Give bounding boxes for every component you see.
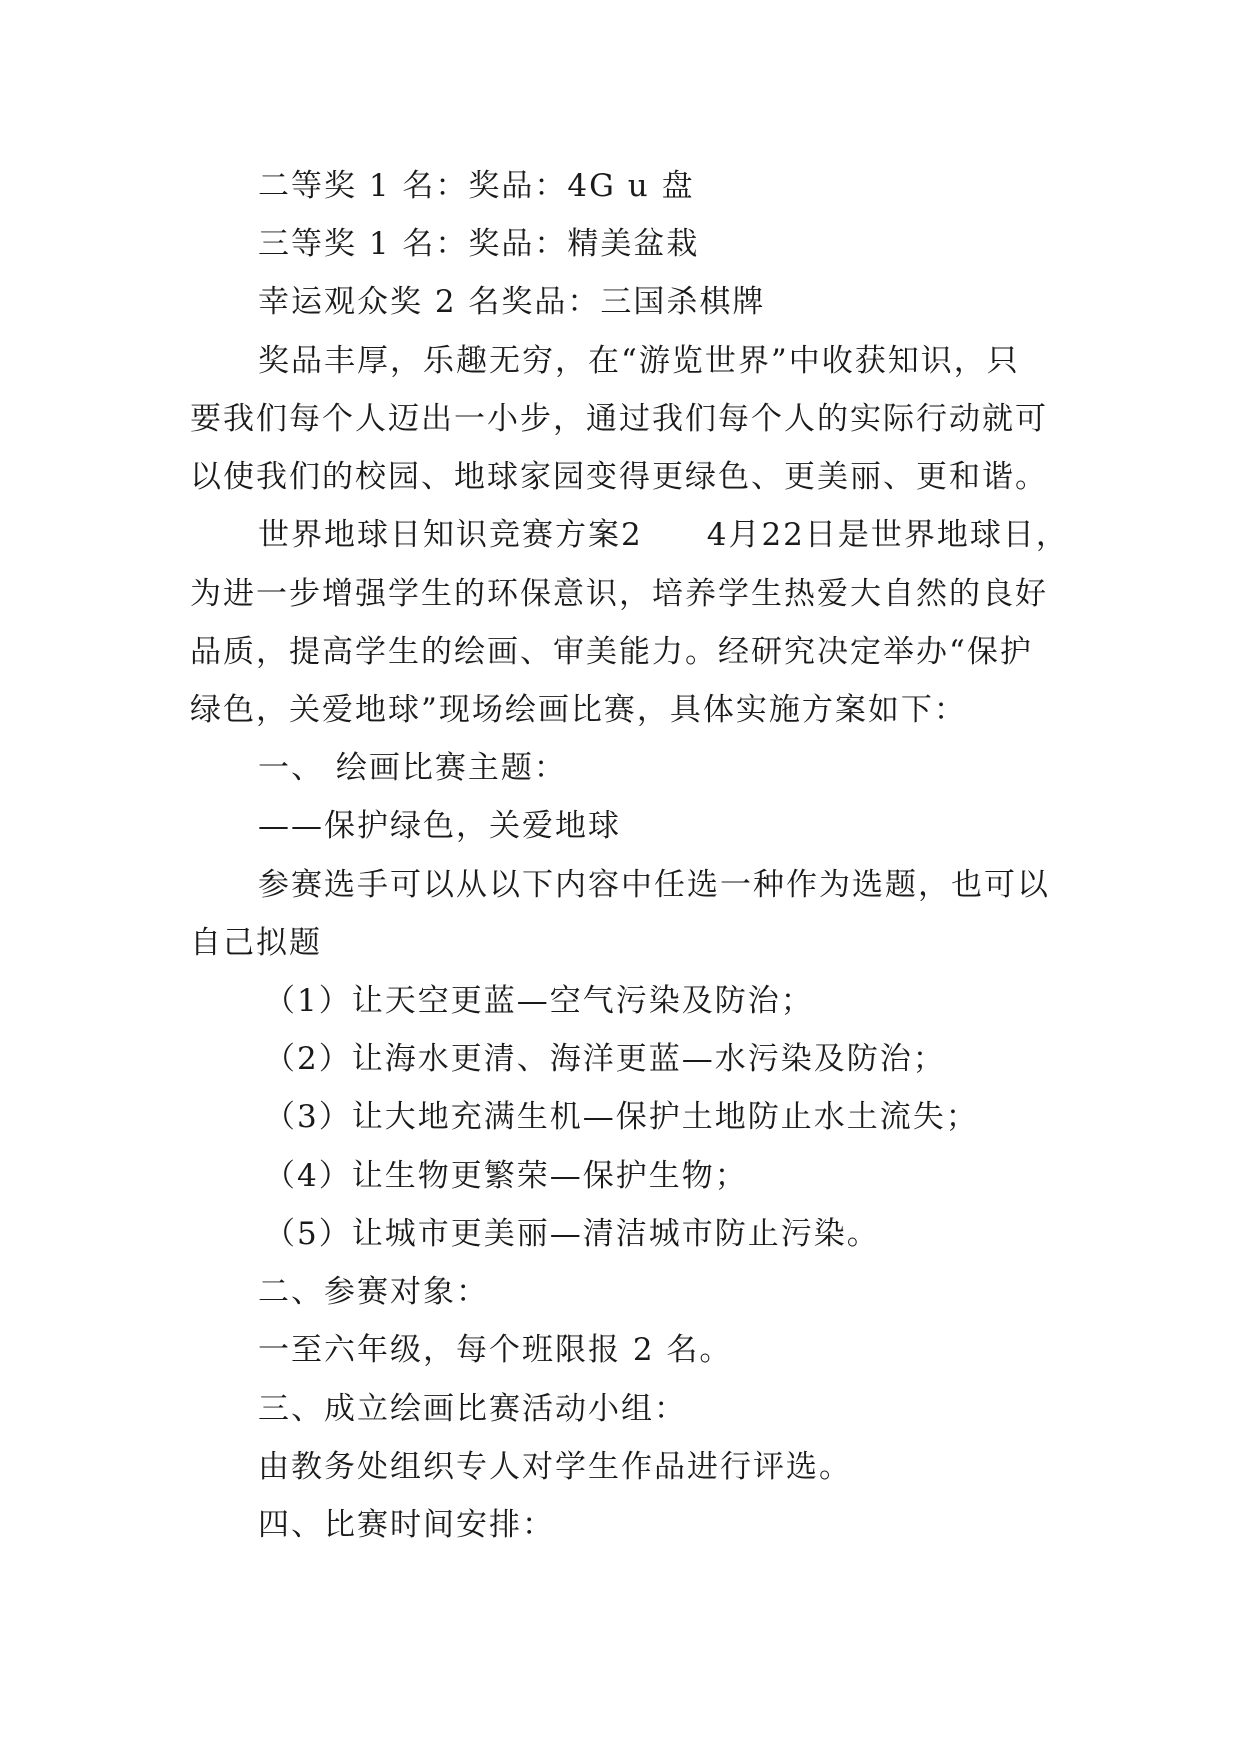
prize-lucky-line: 幸运观众奖 2 名奖品：三国杀棋牌 xyxy=(258,284,766,320)
section-title-line xyxy=(258,515,1069,555)
section-title: 世界地球日知识竞赛方案2 xyxy=(258,517,643,553)
theme-line: ——保护绿色，关爱地球 xyxy=(258,808,621,844)
list-item: （5）让城市更美丽—清洁城市防止污染。 xyxy=(264,1216,880,1252)
list-item: （2）让海水更清、海洋更蓝—水污染及防治； xyxy=(264,1041,946,1077)
prize-second-line: 二等奖 1 名：奖品：4G u 盘 xyxy=(258,168,695,204)
paragraph-line: 要我们每个人迈出一小步，通过我们每个人的实际行动就可 xyxy=(190,401,1048,437)
paragraph-line: 为进一步增强学生的环保意识，培养学生热爱大自然的良好 xyxy=(190,576,1048,612)
paragraph-line: 奖品丰厚，乐趣无穷，在“游览世界”中收获知识，只 xyxy=(258,343,1020,379)
heading-four: 四、比赛时间安排： xyxy=(258,1507,555,1543)
list-item: （3）让大地充满生机—保护土地防止水土流失； xyxy=(264,1099,979,1135)
paragraph-line: 一至六年级，每个班限报 2 名。 xyxy=(258,1332,733,1368)
paragraph-line: 以使我们的校园、地球家园变得更绿色、更美丽、更和谐。 xyxy=(190,459,1048,495)
paragraph-line: 绿色，关爱地球”现场绘画比赛，具体实施方案如下： xyxy=(190,692,967,728)
prize-third-line: 三等奖 1 名：奖品：精美盆栽 xyxy=(258,226,700,262)
heading-one: 一、 绘画比赛主题： xyxy=(258,750,567,786)
list-item: （4）让生物更繁荣—保护生物； xyxy=(264,1158,748,1194)
paragraph-start: 4月22日是世界地球日， xyxy=(706,517,1069,553)
paragraph-line: 自己拟题 xyxy=(190,925,322,961)
paragraph-line: 由教务处组织专人对学生作品进行评选。 xyxy=(258,1449,852,1485)
list-item: （1）让天空更蓝—空气污染及防治； xyxy=(264,983,814,1019)
heading-two: 二、参赛对象： xyxy=(258,1274,489,1310)
paragraph-line: 参赛选手可以从以下内容中任选一种作为选题，也可以 xyxy=(258,867,1050,903)
heading-three: 三、成立绘画比赛活动小组： xyxy=(258,1391,687,1427)
paragraph-line: 品质，提高学生的绘画、审美能力。经研究决定举办“保护 xyxy=(190,634,1033,670)
